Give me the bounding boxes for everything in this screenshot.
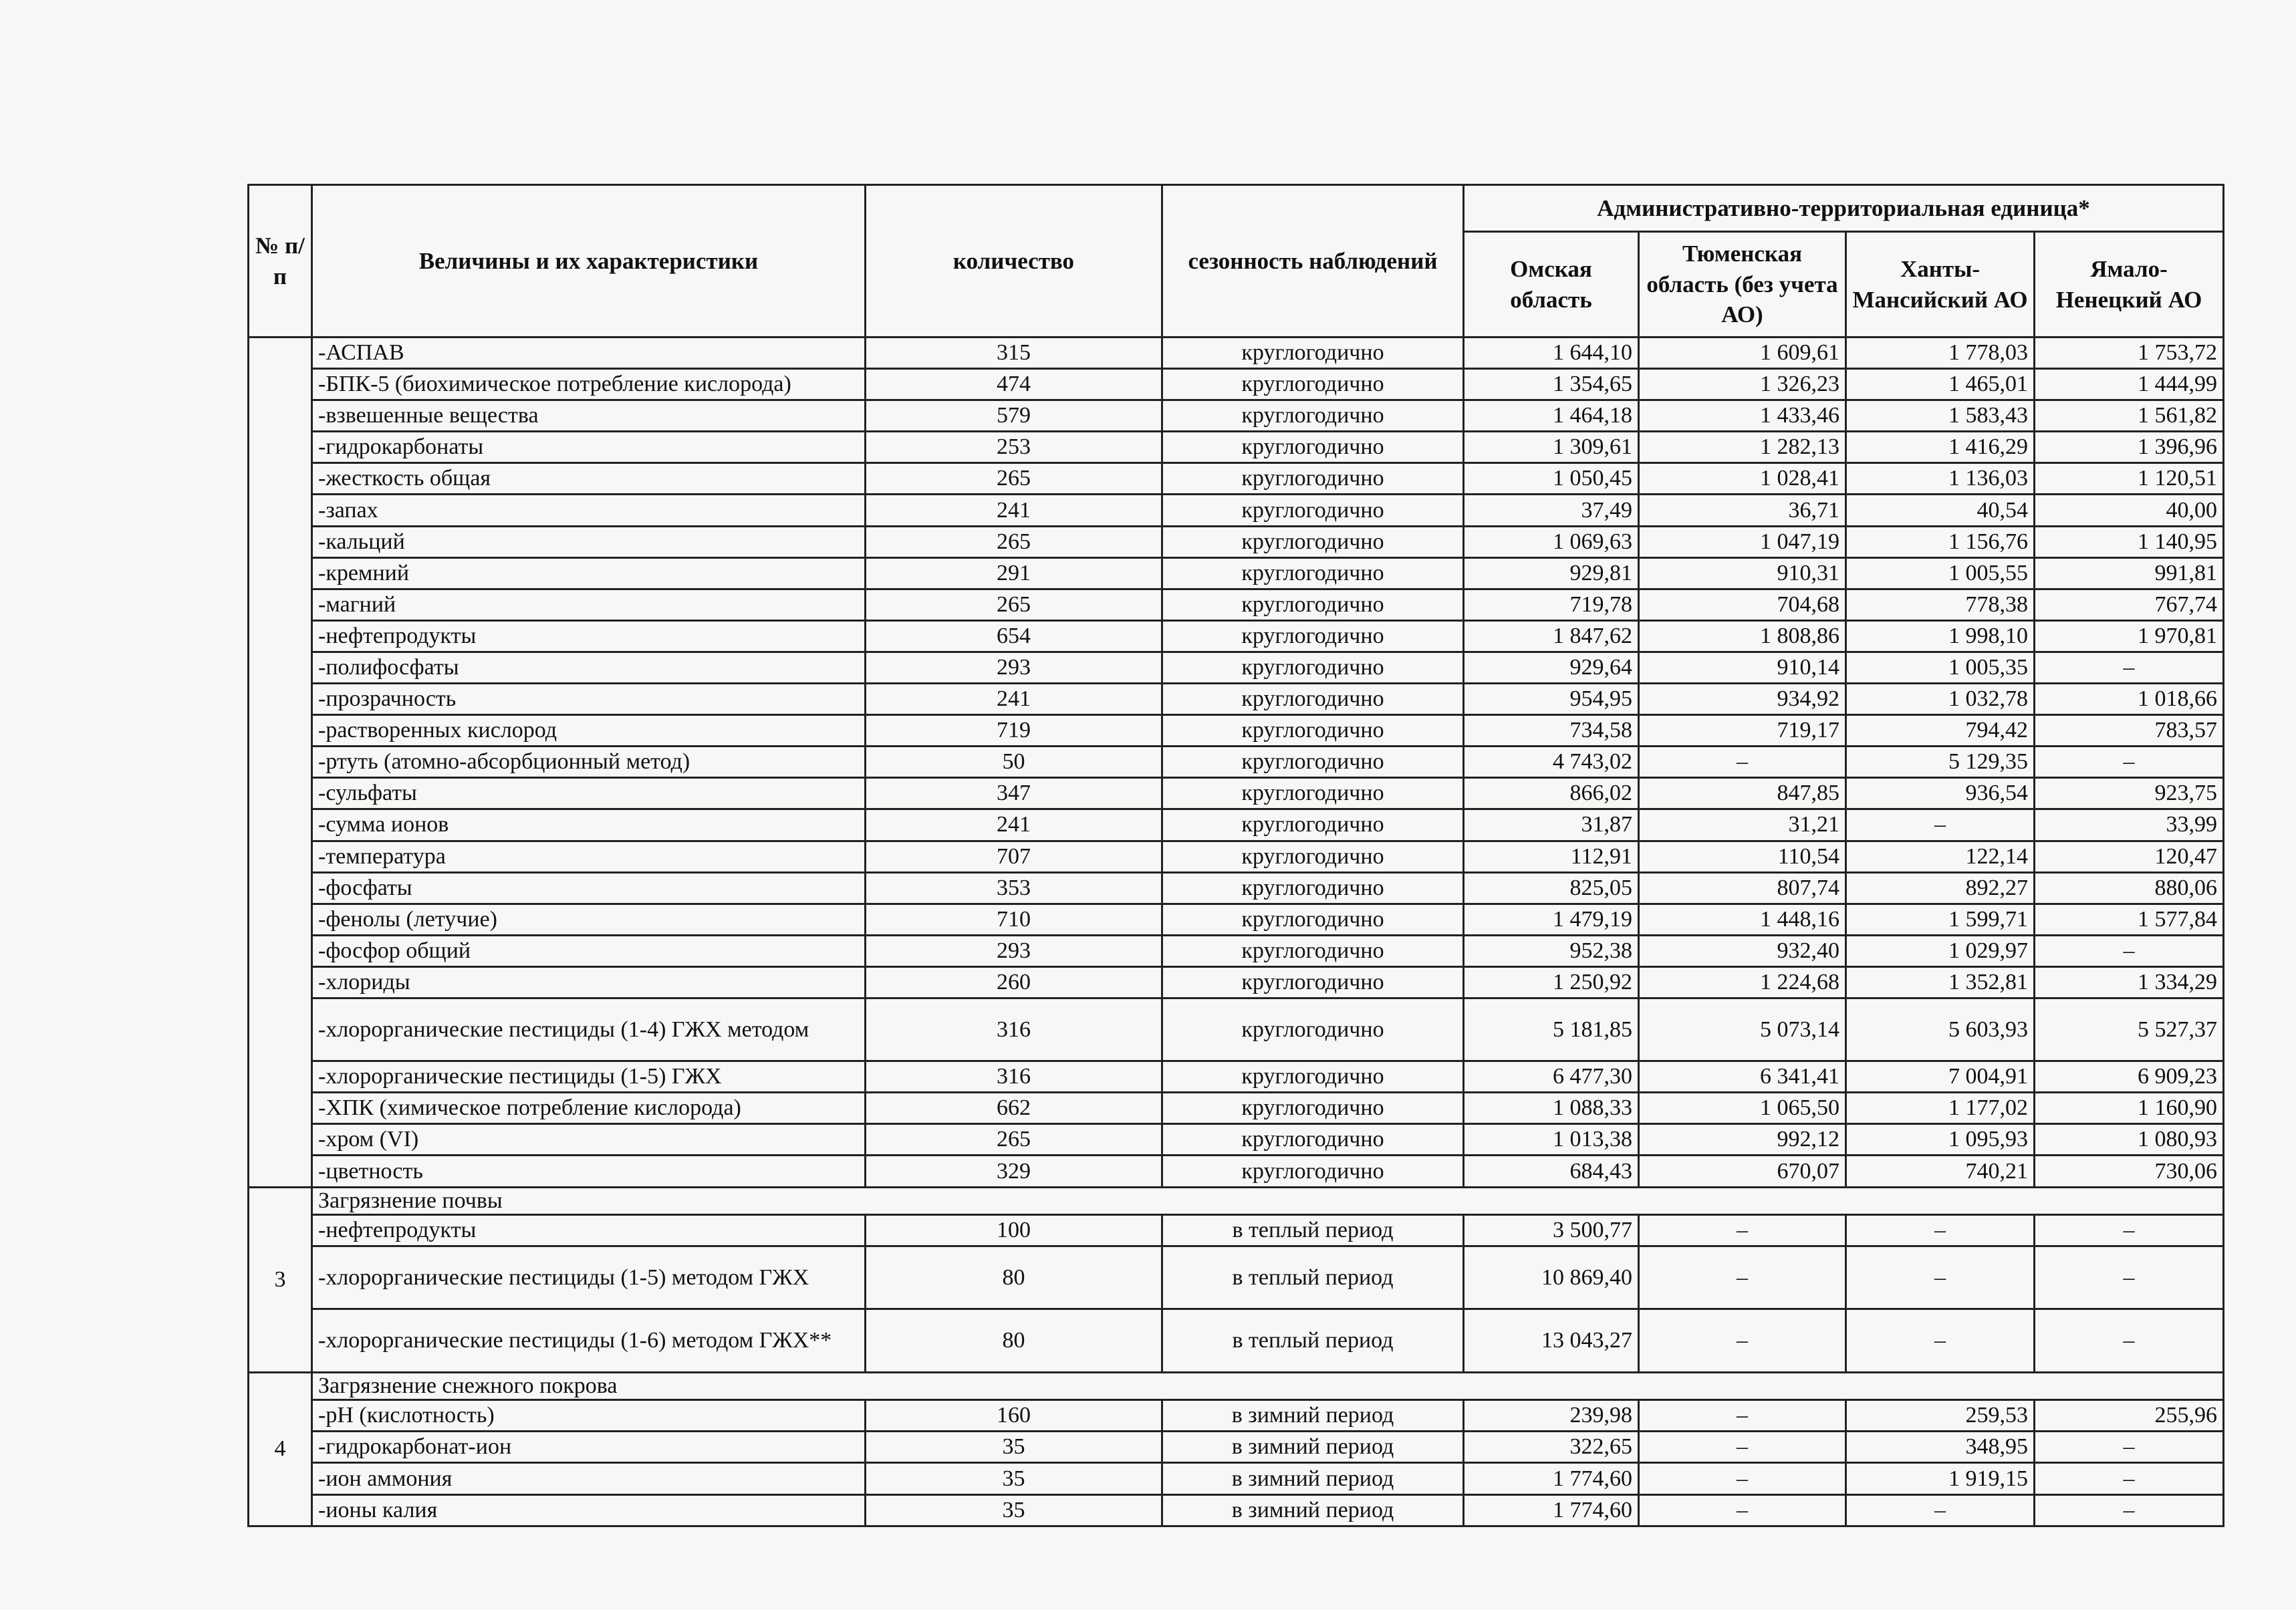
row-qty: 35 [866, 1494, 1162, 1526]
row-season: круглогодично [1162, 1156, 1464, 1187]
row-value: 1 464,18 [1464, 400, 1639, 432]
row-value: – [2035, 747, 2224, 778]
row-qty: 35 [866, 1463, 1162, 1494]
row-value: 923,75 [2035, 778, 2224, 809]
row-value: 1 013,38 [1464, 1124, 1639, 1156]
row-value: 670,07 [1639, 1156, 1846, 1187]
row-value: 259,53 [1846, 1400, 2035, 1432]
row-value: 31,87 [1464, 809, 1639, 841]
row-value: 1 808,86 [1639, 620, 1846, 652]
table-row [249, 400, 2224, 432]
row-value: 1 095,93 [1846, 1124, 2035, 1156]
table-row [249, 369, 2224, 400]
row-qty: 662 [866, 1093, 1162, 1124]
row-season: круглогодично [1162, 747, 1464, 778]
row-value: 31,21 [1639, 809, 1846, 841]
row-value: 934,92 [1639, 684, 1846, 715]
row-name: -гидрокарбонаты [312, 432, 866, 463]
header-num: № п/п [249, 185, 312, 338]
row-value: 1 416,29 [1846, 432, 2035, 463]
row-season: круглогодично [1162, 966, 1464, 998]
row-value: 1 644,10 [1464, 338, 1639, 369]
row-name: -pH (кислотность) [312, 1400, 866, 1432]
row-value: 1 177,02 [1846, 1093, 2035, 1124]
row-season: круглогодично [1162, 432, 1464, 463]
table-row [249, 747, 2224, 778]
row-value: 767,74 [2035, 589, 2224, 620]
table-row [249, 1309, 2224, 1372]
row-season: в зимний период [1162, 1432, 1464, 1463]
header-omsk: Омская область [1464, 232, 1639, 338]
row-season: в зимний период [1162, 1463, 1464, 1494]
row-value: 1 774,60 [1464, 1463, 1639, 1494]
row-name: -цветность [312, 1156, 866, 1187]
table-row [249, 652, 2224, 683]
row-value: 1 282,13 [1639, 432, 1846, 463]
row-name: -магний [312, 589, 866, 620]
row-value: 1 919,15 [1846, 1463, 2035, 1494]
row-value: 4 743,02 [1464, 747, 1639, 778]
row-value: 929,64 [1464, 652, 1639, 683]
row-value: 1 577,84 [2035, 904, 2224, 935]
row-value: 6 477,30 [1464, 1061, 1639, 1093]
row-value: 1 778,03 [1846, 338, 2035, 369]
row-name: -ионы калия [312, 1494, 866, 1526]
row-qty: 293 [866, 652, 1162, 683]
table-row [249, 684, 2224, 715]
row-name: -полифосфаты [312, 652, 866, 683]
row-value: – [1639, 747, 1846, 778]
row-name: -БПК-5 (биохимическое потребление кислорода) [312, 369, 866, 400]
row-value: 1 018,66 [2035, 684, 2224, 715]
row-name: -кальций [312, 526, 866, 557]
row-value: 33,99 [2035, 809, 2224, 841]
row-value: 1 028,41 [1639, 463, 1846, 495]
row-value: – [2035, 1215, 2224, 1246]
row-name: -хлорорганические пестициды (1-6) методом ГЖХ** [312, 1309, 866, 1372]
header-tyumen: Тюменская область (без учета АО) [1639, 232, 1846, 338]
row-value: 1 050,45 [1464, 463, 1639, 495]
row-value: 1 032,78 [1846, 684, 2035, 715]
row-value: 1 156,76 [1846, 526, 2035, 557]
row-season: круглогодично [1162, 495, 1464, 526]
row-name: -АСПАВ [312, 338, 866, 369]
row-value: – [1846, 1494, 2035, 1526]
row-value: – [1639, 1215, 1846, 1246]
row-value: 794,42 [1846, 715, 2035, 747]
row-value: 1 080,93 [2035, 1124, 2224, 1156]
row-qty: 579 [866, 400, 1162, 432]
row-value: – [1639, 1494, 1846, 1526]
row-value: – [2035, 935, 2224, 966]
row-value: 807,74 [1639, 872, 1846, 904]
row-value: 1 465,01 [1846, 369, 2035, 400]
table-row [249, 432, 2224, 463]
row-name: -запах [312, 495, 866, 526]
row-season: в теплый период [1162, 1246, 1464, 1309]
row-season: круглогодично [1162, 809, 1464, 841]
table-row [249, 1124, 2224, 1156]
row-value: 1 998,10 [1846, 620, 2035, 652]
row-value: 1 774,60 [1464, 1494, 1639, 1526]
row-value: 1 352,81 [1846, 966, 2035, 998]
row-qty: 241 [866, 809, 1162, 841]
row-value: 1 088,33 [1464, 1093, 1639, 1124]
row-name: -жесткость общая [312, 463, 866, 495]
row-name: -хлорорганические пестициды (1-5) методом ГЖХ [312, 1246, 866, 1309]
table-row [249, 620, 2224, 652]
row-value: 847,85 [1639, 778, 1846, 809]
row-name: -нефтепродукты [312, 620, 866, 652]
row-value: 1 334,29 [2035, 966, 2224, 998]
section-number: 3 [249, 1187, 312, 1372]
row-season: в теплый период [1162, 1215, 1464, 1246]
section-title: Загрязнение снежного покрова [312, 1372, 2224, 1400]
row-season: круглогодично [1162, 589, 1464, 620]
row-value: 1 224,68 [1639, 966, 1846, 998]
row-value: – [2035, 1494, 2224, 1526]
row-value: 239,98 [1464, 1400, 1639, 1432]
row-value: – [1639, 1246, 1846, 1309]
row-value: 1 065,50 [1639, 1093, 1846, 1124]
row-season: круглогодично [1162, 338, 1464, 369]
row-value: 719,17 [1639, 715, 1846, 747]
row-value: 255,96 [2035, 1400, 2224, 1432]
row-value: 13 043,27 [1464, 1309, 1639, 1372]
row-value: 892,27 [1846, 872, 2035, 904]
row-name: -хлориды [312, 966, 866, 998]
row-value: 1 160,90 [2035, 1093, 2224, 1124]
row-name: -растворенных кислород [312, 715, 866, 747]
row-qty: 265 [866, 1124, 1162, 1156]
row-season: круглогодично [1162, 1093, 1464, 1124]
row-name: -фосфаты [312, 872, 866, 904]
table-row [249, 1246, 2224, 1309]
table-row [249, 557, 2224, 589]
row-season: круглогодично [1162, 557, 1464, 589]
row-season: круглогодично [1162, 620, 1464, 652]
row-value: – [2035, 1246, 2224, 1309]
row-qty: 241 [866, 495, 1162, 526]
row-qty: 315 [866, 338, 1162, 369]
row-value: 6 341,41 [1639, 1061, 1846, 1093]
row-value: 1 583,43 [1846, 400, 2035, 432]
row-value: 1 396,96 [2035, 432, 2224, 463]
row-value: – [1846, 1246, 2035, 1309]
row-name: -ХПК (химическое потребление кислорода) [312, 1093, 866, 1124]
row-season: в зимний период [1162, 1494, 1464, 1526]
row-qty: 35 [866, 1432, 1162, 1463]
row-value: 6 909,23 [2035, 1061, 2224, 1093]
row-value: 704,68 [1639, 589, 1846, 620]
row-name: -фосфор общий [312, 935, 866, 966]
row-value: 112,91 [1464, 841, 1639, 872]
row-value: 730,06 [2035, 1156, 2224, 1187]
table-row [249, 463, 2224, 495]
table-row [249, 904, 2224, 935]
row-value: 1 479,19 [1464, 904, 1639, 935]
row-value: 778,38 [1846, 589, 2035, 620]
row-value: – [1846, 1309, 2035, 1372]
row-name: -гидрокарбонат-ион [312, 1432, 866, 1463]
row-value: 1 250,92 [1464, 966, 1639, 998]
row-season: круглогодично [1162, 1124, 1464, 1156]
row-qty: 253 [866, 432, 1162, 463]
row-value: – [1639, 1463, 1846, 1494]
row-season: круглогодично [1162, 841, 1464, 872]
row-value: – [1639, 1432, 1846, 1463]
header-season: сезонность наблюдений [1162, 185, 1464, 338]
section-row [249, 1187, 2224, 1215]
table-row [249, 1400, 2224, 1432]
row-value: 7 004,91 [1846, 1061, 2035, 1093]
row-value: 825,05 [1464, 872, 1639, 904]
row-value: – [2035, 1309, 2224, 1372]
row-value: 684,43 [1464, 1156, 1639, 1187]
table-row [249, 998, 2224, 1061]
row-value: 1 309,61 [1464, 432, 1639, 463]
row-season: круглогодично [1162, 872, 1464, 904]
row-season: круглогодично [1162, 778, 1464, 809]
header-yanao: Ямало-Ненецкий АО [2035, 232, 2224, 338]
row-value: 348,95 [1846, 1432, 2035, 1463]
row-value: 1 444,99 [2035, 369, 2224, 400]
table-row [249, 526, 2224, 557]
row-season: круглогодично [1162, 463, 1464, 495]
row-name: -нефтепродукты [312, 1215, 866, 1246]
row-qty: 291 [866, 557, 1162, 589]
table-row [249, 809, 2224, 841]
row-value: 5 073,14 [1639, 998, 1846, 1061]
row-season: круглогодично [1162, 400, 1464, 432]
row-qty: 265 [866, 589, 1162, 620]
row-value: 122,14 [1846, 841, 2035, 872]
row-number [249, 338, 312, 1188]
section-title: Загрязнение почвы [312, 1187, 2224, 1215]
row-value: 910,14 [1639, 652, 1846, 683]
row-qty: 710 [866, 904, 1162, 935]
row-value: 1 005,55 [1846, 557, 2035, 589]
row-value: – [2035, 1463, 2224, 1494]
header-name: Величины и их характеристики [312, 185, 866, 338]
row-name: -хлорорганические пестициды (1-4) ГЖХ методом [312, 998, 866, 1061]
row-name: -температура [312, 841, 866, 872]
row-value: 1 448,16 [1639, 904, 1846, 935]
row-season: круглогодично [1162, 526, 1464, 557]
row-qty: 241 [866, 684, 1162, 715]
row-value: 929,81 [1464, 557, 1639, 589]
row-name: -хлорорганические пестициды (1-5) ГЖХ [312, 1061, 866, 1093]
row-value: 1 753,72 [2035, 338, 2224, 369]
row-value: 40,54 [1846, 495, 2035, 526]
row-value: 1 005,35 [1846, 652, 2035, 683]
row-qty: 80 [866, 1309, 1162, 1372]
row-season: в зимний период [1162, 1400, 1464, 1432]
header-admin-unit: Административно-территориальная единица* [1464, 185, 2224, 232]
row-value: 1 970,81 [2035, 620, 2224, 652]
row-value: 1 140,95 [2035, 526, 2224, 557]
row-qty: 707 [866, 841, 1162, 872]
table-row [249, 1061, 2224, 1093]
row-season: круглогодично [1162, 1061, 1464, 1093]
row-qty: 100 [866, 1215, 1162, 1246]
table-row [249, 589, 2224, 620]
table-row [249, 1215, 2224, 1246]
table-row [249, 495, 2224, 526]
row-value: 1 609,61 [1639, 338, 1846, 369]
row-qty: 329 [866, 1156, 1162, 1187]
row-value: 322,65 [1464, 1432, 1639, 1463]
row-season: круглогодично [1162, 715, 1464, 747]
row-value: – [1639, 1309, 1846, 1372]
row-qty: 316 [866, 1061, 1162, 1093]
table-row [249, 1093, 2224, 1124]
row-season: круглогодично [1162, 684, 1464, 715]
row-value: 1 326,23 [1639, 369, 1846, 400]
table-row [249, 966, 2224, 998]
table-row [249, 872, 2224, 904]
table-row [249, 1432, 2224, 1463]
row-name: -прозрачность [312, 684, 866, 715]
row-value: 1 136,03 [1846, 463, 2035, 495]
row-name: -кремний [312, 557, 866, 589]
row-value: 36,71 [1639, 495, 1846, 526]
row-qty: 265 [866, 463, 1162, 495]
header-qty: количество [866, 185, 1162, 338]
row-qty: 160 [866, 1400, 1162, 1432]
row-qty: 80 [866, 1246, 1162, 1309]
row-qty: 260 [866, 966, 1162, 998]
row-season: круглогодично [1162, 369, 1464, 400]
row-qty: 474 [866, 369, 1162, 400]
row-name: -ртуть (атомно-абсорбционный метод) [312, 747, 866, 778]
row-name: -фенолы (летучие) [312, 904, 866, 935]
row-name: -сульфаты [312, 778, 866, 809]
row-value: 991,81 [2035, 557, 2224, 589]
row-value: 992,12 [1639, 1124, 1846, 1156]
row-value: 37,49 [1464, 495, 1639, 526]
table-row [249, 1156, 2224, 1187]
row-value: – [2035, 652, 2224, 683]
table-row [249, 715, 2224, 747]
table-row [249, 338, 2224, 369]
row-value: – [2035, 1432, 2224, 1463]
row-value: 719,78 [1464, 589, 1639, 620]
row-value: – [1846, 1215, 2035, 1246]
row-value: 1 847,62 [1464, 620, 1639, 652]
row-value: 880,06 [2035, 872, 2224, 904]
row-value: 1 047,19 [1639, 526, 1846, 557]
row-value: 740,21 [1846, 1156, 2035, 1187]
row-qty: 50 [866, 747, 1162, 778]
row-qty: 265 [866, 526, 1162, 557]
row-value: 110,54 [1639, 841, 1846, 872]
row-value: 1 120,51 [2035, 463, 2224, 495]
row-qty: 353 [866, 872, 1162, 904]
monitoring-table [247, 184, 2224, 1527]
row-value: 1 433,46 [1639, 400, 1846, 432]
row-season: круглогодично [1162, 652, 1464, 683]
row-value: 1 354,65 [1464, 369, 1639, 400]
table-row [249, 778, 2224, 809]
row-value: 866,02 [1464, 778, 1639, 809]
row-value: 952,38 [1464, 935, 1639, 966]
row-value: 1 561,82 [2035, 400, 2224, 432]
row-qty: 347 [866, 778, 1162, 809]
row-qty: 654 [866, 620, 1162, 652]
row-name: -сумма ионов [312, 809, 866, 841]
row-value: – [1639, 1400, 1846, 1432]
row-value: 932,40 [1639, 935, 1846, 966]
row-value: 954,95 [1464, 684, 1639, 715]
row-value: 734,58 [1464, 715, 1639, 747]
row-value: 5 129,35 [1846, 747, 2035, 778]
row-value: 783,57 [2035, 715, 2224, 747]
row-value: 910,31 [1639, 557, 1846, 589]
row-value: 3 500,77 [1464, 1215, 1639, 1246]
row-value: 1 029,97 [1846, 935, 2035, 966]
row-value: 1 599,71 [1846, 904, 2035, 935]
row-qty: 293 [866, 935, 1162, 966]
row-qty: 719 [866, 715, 1162, 747]
row-season: круглогодично [1162, 904, 1464, 935]
row-value: 1 069,63 [1464, 526, 1639, 557]
row-value: – [1846, 809, 2035, 841]
row-qty: 316 [866, 998, 1162, 1061]
row-value: 5 603,93 [1846, 998, 2035, 1061]
table-row [249, 841, 2224, 872]
table-row [249, 935, 2224, 966]
row-value: 5 181,85 [1464, 998, 1639, 1061]
row-season: в теплый период [1162, 1309, 1464, 1372]
row-value: 40,00 [2035, 495, 2224, 526]
table-body [249, 338, 2224, 1526]
row-name: -ион аммония [312, 1463, 866, 1494]
row-season: круглогодично [1162, 935, 1464, 966]
row-value: 936,54 [1846, 778, 2035, 809]
row-value: 120,47 [2035, 841, 2224, 872]
row-value: 5 527,37 [2035, 998, 2224, 1061]
row-name: -взвешенные вещества [312, 400, 866, 432]
row-value: 10 869,40 [1464, 1246, 1639, 1309]
section-number: 4 [249, 1372, 312, 1526]
section-row [249, 1372, 2224, 1400]
header-khmao: Ханты-Мансийский АО [1846, 232, 2035, 338]
row-season: круглогодично [1162, 998, 1464, 1061]
table-row [249, 1463, 2224, 1494]
row-name: -хром (VI) [312, 1124, 866, 1156]
table-row [249, 1494, 2224, 1526]
